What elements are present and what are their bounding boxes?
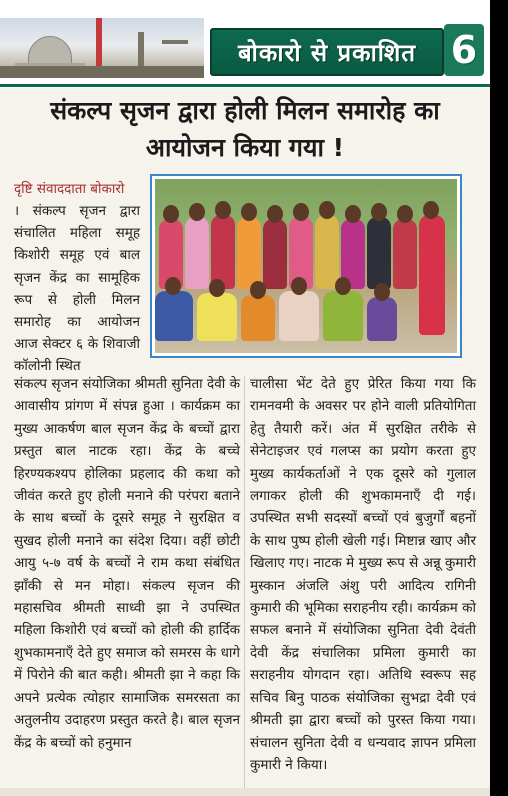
group-photo-image [155, 179, 457, 353]
headline-line-2: आयोजन किया गया ! [145, 133, 345, 162]
section-banner-text: बोकारो से प्रकाशित [237, 38, 417, 67]
article-headline [8, 92, 482, 170]
body-column-right: चालीसा भेंट देते हुए प्रेरित किया गया कि रामनवमी के अवसर पर होने वाली प्रतियोगिता हेतु तैयारी करें। अंत में सुरक्षित तरीके से सेनेटाइजर एवं गलप्स का प्रयोग करता हुए मुख्य कार्यकर्ताओं ने एक दूसरे को गुलाल लगाकर होली की शुभकामनाएँ दी गई। उपस्थित सभी सदस्यों बच्चों एवं बुजुर्गों बहनों के साथ पुष्प होली खेली गई। मिष्टान्न खाए और खिलाए गए। नाटक मे मुख्य रूप से अन्नू कुमारी मुस्कान अंजलि अंशु परी आदित्य रागिनी कुमारी की भूमिका सराहनीय रही। कार्यक्रम को सफल बनाने में संयोजिका सुनिता देवी देवंती देवी केंद्र संचालिका प्रमिला कुमारी का सराहनीय योगदान रहा। अतिथि स्वरूप सह सचिव बिनु पाठक संयोजिका सुभद्रा देवी एवं श्रीमती झा द्वारा बच्चों को पुरस्त किया गया। संचालन सुनिता देवी व धन्यवाद ज्ञापन प्रमिला कुमारी ने किया। [250, 376, 476, 773]
page-bottom-edge [0, 788, 490, 796]
temple-dome-graphic [28, 36, 72, 68]
lead-paragraph: । संकल्प सृजन द्वारा संचालित महिला समूह किशोरी समूह एवं बाल सृजन केंद्र का सामूहिक रूप से होली मिलन समारोह का आयोजन आज सेक्टर ६ के शिवाजी कॉलोनी स्थित [14, 203, 140, 375]
ground-graphic [0, 66, 204, 78]
headline-line-1: संकल्प सृजन द्वारा होली मिलन समारोह का [50, 96, 440, 125]
masthead-photo-strip [0, 18, 204, 78]
byline: दृष्टि संवाददाता बोकारो [14, 181, 125, 197]
section-banner [210, 28, 444, 76]
body-column-left: संकल्प सृजन संयोजिका श्रीमती सुनिता देवी के आवासीय प्रांगण में संपन्न हुआ । कार्यक्रम का मुख्य आकर्षण बाल सृजन केंद्र के बच्चों द्वारा प्रस्तुत बाल नाटक रहा। केंद्र के बच्चे हिरण्यकश्यप होलिका प्रहलाद की कथा को जीवंत करते हुए होली मनाने की परंपरा बताने के साथ बच्चों के दूसरे समूह ने सुरक्षित व सुखद होली मनाने का संदेश दिया। वहीं छोटी आयु ५-७ वर्ष के बच्चों ने राम कथा संबंधित झाँकी से मन मोहा। संकल्प सृजन की महासचिव श्रीमती साध्वी झा ने उपस्थित महिला किशोरी एवं बच्चों को होली की हार्दिक शुभकामनाएँ देते हुए समाज को समरस के धागे में पिरोने की बात कही। श्रीमती झा ने कहा कि अपने प्रत्येक त्योहार सामाजिक समरसता का अतुलनीय उदाहरण प्रस्तुत करते है। बाल सृजन केंद्र के बच्चों को हनुमान [14, 376, 240, 751]
screen-edge [490, 0, 508, 796]
masthead-rule [0, 84, 490, 87]
column-divider [244, 376, 245, 788]
masthead [0, 0, 490, 88]
group-photo [150, 174, 462, 358]
tower-arm-graphic [162, 40, 188, 44]
page-number: 6 [444, 24, 484, 76]
